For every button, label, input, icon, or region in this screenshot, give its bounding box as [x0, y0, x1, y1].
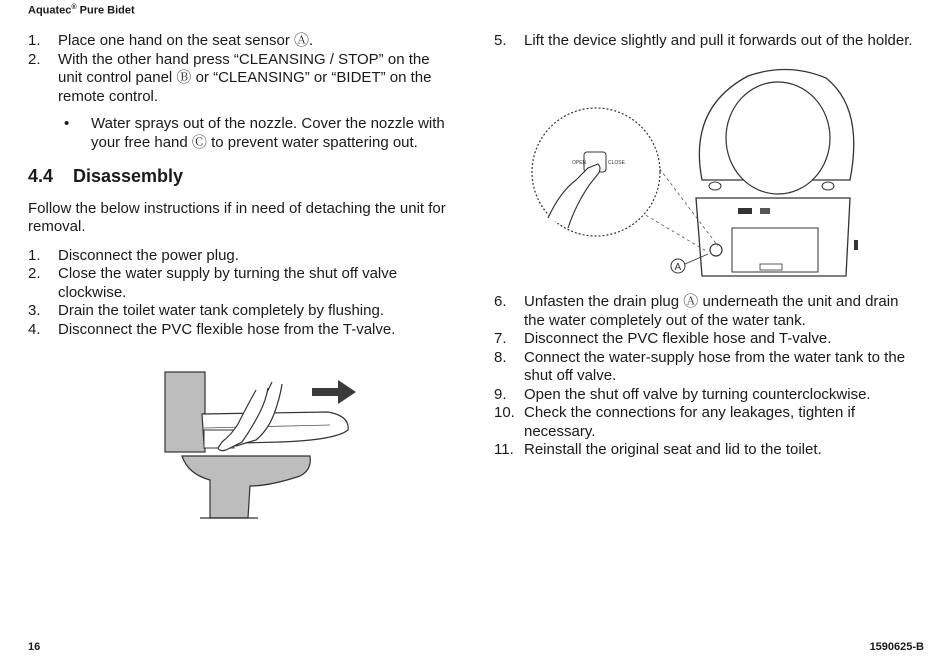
- bullet-list: [28, 115, 448, 152]
- step-text: Reinstall the original seat and lid to the toilet.: [524, 441, 822, 458]
- operation-steps: [28, 32, 448, 106]
- toilet-tank-shape: [165, 372, 205, 452]
- step-text: With the other hand press “CLEANSING / STOP” on the unit control panel Ⓑ or “CLEANSING” or “BIDET” on the remote control.: [58, 50, 432, 105]
- list-item: [28, 302, 448, 321]
- right-column-lower: [494, 293, 914, 460]
- step-number: 8.: [494, 348, 507, 366]
- step-text: Disconnect the power plug.: [58, 246, 239, 264]
- open-label: OPEN: [572, 160, 587, 166]
- disassembly-steps: [28, 247, 448, 340]
- left-column: [28, 32, 448, 339]
- step-text: Open the shut off valve by turning counterclockwise.: [524, 385, 871, 403]
- section-number: 4.4: [28, 166, 54, 186]
- step-number: 2.: [28, 50, 41, 68]
- toilet-removal-drawing: [160, 368, 360, 528]
- product-name: Pure Bidet: [79, 4, 135, 17]
- brand-name: Aquatec: [28, 4, 72, 17]
- drain-plug-illustration: [528, 68, 858, 278]
- page-number: 16: [28, 641, 41, 653]
- list-item: [494, 293, 914, 330]
- step-text: Disconnect the PVC flexible hose and T-valve.: [524, 330, 832, 347]
- list-item: [494, 32, 914, 51]
- step-number: 6.: [494, 293, 507, 310]
- step-number: 5.: [494, 32, 507, 49]
- step-number: 1.: [28, 246, 41, 264]
- step-text: Lift the device slightly and pull it forwards out of the holder.: [524, 32, 913, 49]
- bullet-text: Water sprays out of the nozzle. Cover the nozzle with your free hand Ⓒ to prevent water spattering out.: [91, 115, 445, 151]
- document-number: 1590625-B: [869, 641, 924, 653]
- callout-a-label: A: [674, 262, 682, 273]
- drain-plug-drawing: [528, 68, 858, 278]
- list-item: [494, 441, 914, 460]
- registered-mark: ®: [71, 4, 77, 11]
- step-number: 11.: [494, 441, 514, 458]
- toilet-removal-illustration: [160, 368, 360, 528]
- toilet-bowl-shape: [182, 456, 310, 518]
- section-title: Disassembly: [73, 166, 184, 186]
- step-number: 2.: [28, 265, 41, 282]
- list-item: [64, 115, 448, 152]
- step-text: Check the connections for any leakages, tighten if necessary.: [524, 404, 856, 440]
- list-item: [494, 404, 914, 441]
- section-intro: Follow the below instructions if in need of detaching the unit for removal.: [28, 199, 446, 235]
- step-text: Unfasten the drain plug Ⓐ underneath the unit and drain the water completely out of the water tank.: [524, 293, 899, 329]
- step-number: 9.: [494, 385, 507, 403]
- list-item: [494, 330, 914, 349]
- step-text: Connect the water-supply hose from the water tank to the shut off valve.: [524, 348, 906, 384]
- step-number: 7.: [494, 330, 507, 347]
- step-number: 3.: [28, 302, 41, 319]
- list-item: [28, 321, 448, 340]
- removal-steps: [494, 32, 914, 51]
- drain-plug-shape: [710, 244, 722, 256]
- arrow-right-icon: [312, 380, 356, 404]
- step-text: Disconnect the PVC flexible hose from the T-valve.: [58, 320, 396, 338]
- step-text: Drain the toilet water tank completely by flushing.: [58, 302, 384, 319]
- step-number: 4.: [28, 320, 41, 338]
- close-label: CLOSE: [608, 160, 625, 166]
- section-heading: [28, 167, 448, 186]
- list-item: [494, 386, 914, 405]
- step-text: Close the water supply by turning the shut off valve clockwise.: [58, 265, 398, 301]
- list-item: [28, 51, 448, 107]
- list-item: [28, 32, 448, 51]
- right-column: [494, 32, 914, 51]
- list-item: [494, 349, 914, 386]
- step-number: 1.: [28, 32, 41, 49]
- list-item: [28, 265, 448, 302]
- bullet-symbol: •: [64, 115, 70, 132]
- drain-steps: [494, 293, 914, 460]
- seat-opening-shape: [726, 82, 830, 194]
- running-header: [28, 4, 135, 17]
- list-item: [28, 247, 448, 266]
- step-number: 10.: [494, 404, 515, 421]
- step-text: Place one hand on the seat sensor Ⓐ.: [58, 32, 314, 49]
